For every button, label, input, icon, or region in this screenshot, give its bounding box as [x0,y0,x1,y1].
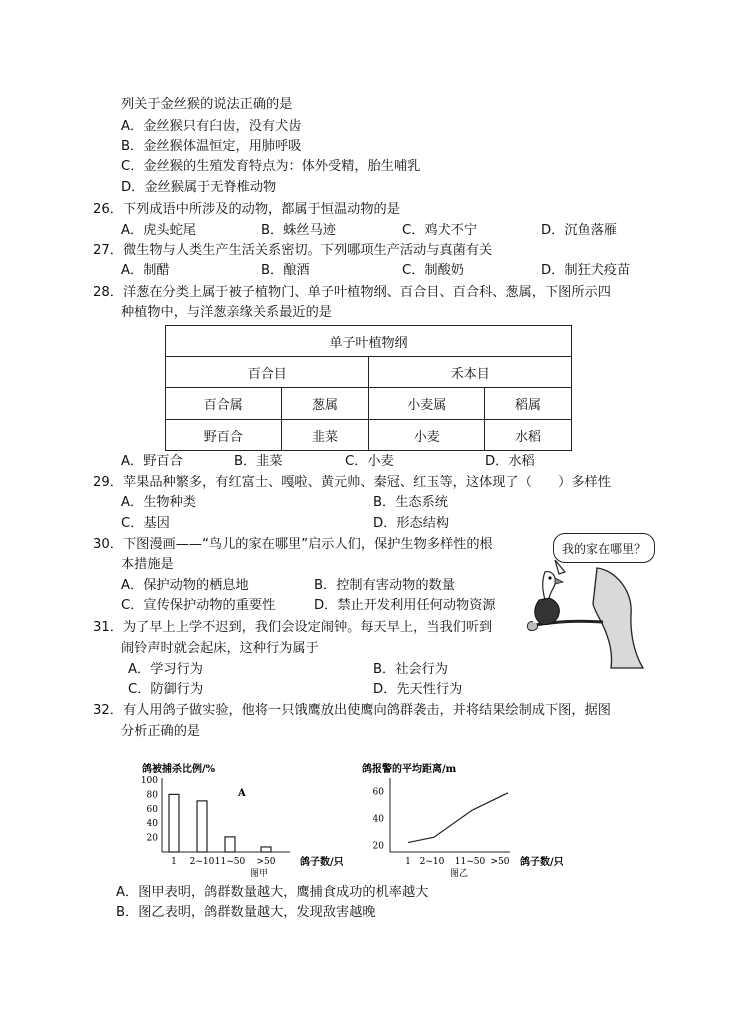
q28-option-c[interactable]: C．小麦 [345,454,394,469]
table-order-cell: 禾本目 [369,357,572,388]
x-axis-label: 鸽子数/只 [300,857,344,868]
q31-option-b[interactable]: B．社会行为 [373,662,448,677]
q25-option-a[interactable]: A．金丝猴只有臼齿，没有犬齿 [121,119,302,134]
bar [169,794,179,852]
chart-title: 鸽报警的平均距离/m [362,764,457,775]
q31-stem-line2: 闹铃声时就会起床，这种行为属于 [121,641,319,656]
table-genus-cell: 葱属 [281,388,369,420]
q25-option-d[interactable]: D．金丝猴属于无脊椎动物 [121,180,277,195]
x-tick-label: 1 [171,857,177,867]
q28-option-b[interactable]: B．韭菜 [234,454,283,469]
table-species-cell: 韭菜 [281,420,369,451]
q31-option-c[interactable]: C．防御行为 [128,682,204,697]
q29-option-a[interactable]: A．生物种类 [121,495,196,510]
q32-option-a[interactable]: A．图甲表明，鸽群数量越大，鹰捕食成功的机率越大 [116,885,429,900]
q26-option-b[interactable]: B．蛛丝马迹 [261,223,336,238]
q25-stem: 列关于金丝猴的说法正确的是 [121,97,293,112]
q29-option-c[interactable]: C．基因 [121,516,170,531]
chart-caption: 图甲 [250,869,269,879]
q30-option-d[interactable]: D．禁止开发利用任何动物资源 [314,598,496,613]
bar [197,801,207,852]
y-tick-label: 60 [146,804,158,815]
q30-stem-line1: 30．下图漫画——“鸟儿的家在哪里”启示人们，保护生物多样性的根 [93,537,493,552]
q30-option-c[interactable]: C．宣传保护动物的重要性 [121,598,276,613]
bar [225,837,235,852]
q27-option-d[interactable]: D．制狂犬疫苗 [541,263,631,278]
x-tick-label: 11~50 [214,857,246,867]
y-tick-label: 20 [146,833,158,844]
q29-option-b[interactable]: B．生态系统 [373,495,448,510]
q28-stem-line1: 28．洋葱在分类上属于被子植物门、单子叶植物纲、百合目、百合科、葱属，下图所示四 [93,285,611,300]
x-tick-label: >50 [490,857,510,867]
q28-stem-line2: 种植物中，与洋葱亲缘关系最近的是 [121,305,332,320]
q32-option-b[interactable]: B．图乙表明，鸽群数量越大，发现敌害越晚 [116,905,376,920]
q31-stem-line1: 31．为了早上上学不迟到，我们会设定闹钟。每天早上，当我们听到 [93,620,493,635]
q27-option-c[interactable]: C．制酸奶 [402,263,464,278]
q28-option-a[interactable]: A．野百合 [121,454,183,469]
y-tick-label: 40 [146,819,158,830]
table-class-cell: 单子叶植物纲 [166,326,572,357]
table-genus-cell: 小麦属 [369,388,485,420]
x-tick-label: 2~10 [419,857,445,867]
q27-option-b[interactable]: B．酿酒 [261,263,310,278]
taxonomy-table [165,325,572,451]
q26-option-a[interactable]: A．虎头蛇尾 [121,223,196,238]
bar-chart-jia [140,752,360,882]
chart-annotation: A [238,788,246,799]
table-genus-cell: 百合属 [166,388,282,420]
bird-cartoon-image [515,560,660,670]
q26-stem: 26．下列成语中所涉及的动物，都属于恒温动物的是 [93,202,400,217]
table-species-cell: 野百合 [166,420,282,451]
q31-option-a[interactable]: A．学习行为 [128,662,203,677]
table-genus-cell: 稻属 [485,388,572,420]
bar [261,847,271,852]
x-tick-label: 2~10 [189,857,215,867]
chart-title: 鸽被捕杀比例/% [142,764,216,775]
x-axis-label: 鸽子数/只 [520,857,564,868]
q25-option-c[interactable]: C．金丝猴的生殖发育特点为：体外受精，胎生哺乳 [121,159,421,174]
table-species-cell: 小麦 [369,420,485,451]
table-species-cell: 水稻 [485,420,572,451]
q32-stem-line2: 分析正确的是 [121,724,201,739]
x-tick-label: 11~50 [454,857,486,867]
q26-option-d[interactable]: D．沉鱼落雁 [541,223,618,238]
series-line [408,793,508,843]
x-tick-label: >50 [256,857,276,867]
q27-stem: 27．微生物与人类生产生活关系密切。下列哪项生产活动与真菌有关 [93,243,493,258]
y-tick-label: 40 [372,814,384,825]
q29-option-d[interactable]: D．形态结构 [373,516,450,531]
y-tick-label: 20 [372,841,384,852]
line-chart-yi [360,752,590,882]
chart-caption: 图乙 [450,869,469,879]
y-tick-label: 80 [146,790,158,801]
q32-stem-line1: 32．有人用鸽子做实验，他将一只饿鹰放出使鹰向鸽群袭击，并将结果绘制成下图，据图 [93,703,611,718]
q30-option-a[interactable]: A．保护动物的栖息地 [121,578,249,593]
q30-option-b[interactable]: B．控制有害动物的数量 [314,578,455,593]
q28-option-d[interactable]: D．水稻 [485,454,535,469]
q30-stem-line2: 本措施是 [121,557,174,572]
speech-bubble: 我的家在哪里？ [553,533,655,563]
table-order-cell: 百合目 [166,357,369,388]
q25-option-b[interactable]: B．金丝猴体温恒定，用肺呼吸 [121,139,302,154]
q26-option-c[interactable]: C．鸡犬不宁 [402,223,478,238]
q27-option-a[interactable]: A．制醋 [121,263,170,278]
x-tick-label: 1 [405,857,411,867]
y-tick-label: 100 [140,776,158,786]
q31-option-d[interactable]: D．先天性行为 [373,682,463,697]
y-tick-label: 60 [372,787,384,798]
q29-stem: 29．苹果品种繁多，有红富士、嘎啦、黄元帅、秦冠、红玉等，这体现了（ ）多样性 [93,475,611,490]
